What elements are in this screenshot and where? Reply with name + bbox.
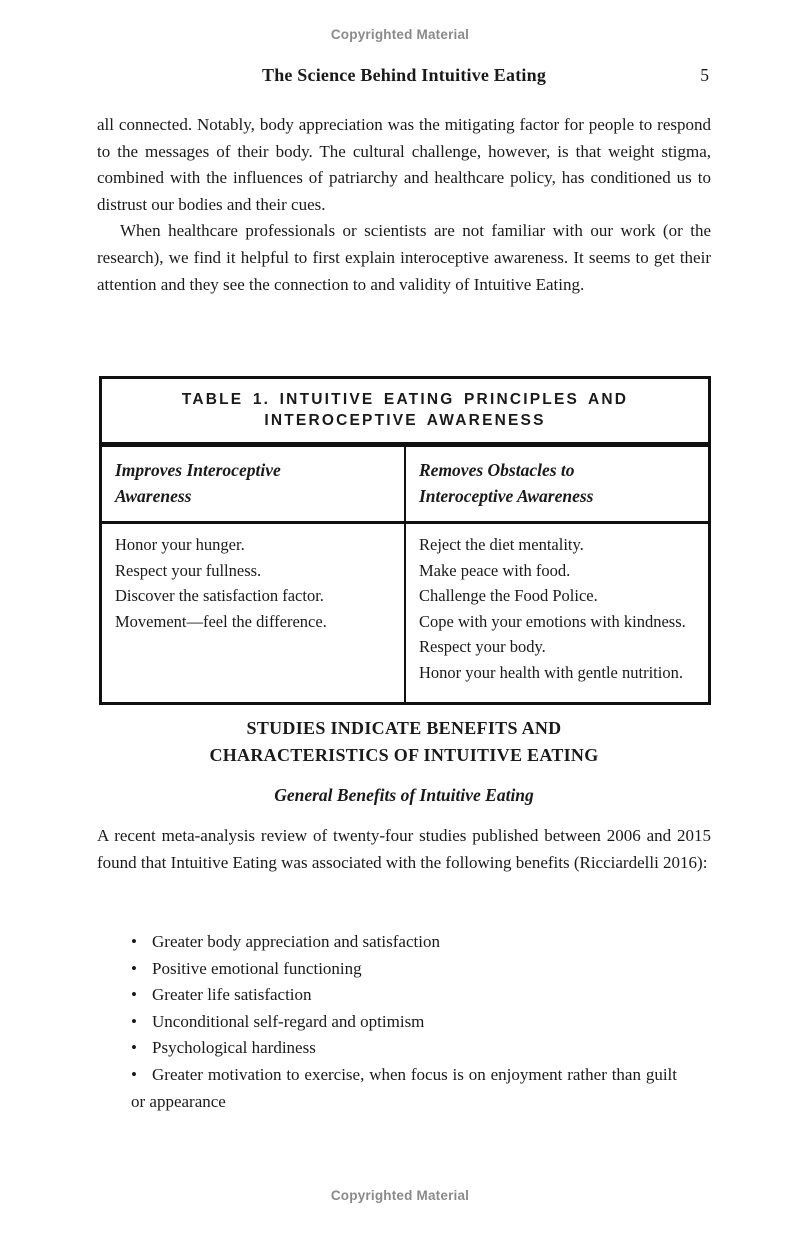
table-item: Make peace with food. [419, 560, 571, 580]
column-header-text: Improves Interoceptive Awareness [115, 460, 281, 506]
bullet-item [131, 1035, 677, 1062]
table-body-cell-removes [406, 524, 708, 702]
table-body-cell-improves [102, 524, 406, 702]
table-item: Discover the satisfaction factor. [115, 586, 324, 605]
bullet-item [131, 929, 677, 956]
table-header-cell-improves [102, 447, 406, 521]
bullet-text: Psychological hardiness [152, 1038, 316, 1058]
table-item: Cope with your emotions with kindness. [419, 611, 686, 631]
table-item: Movement—feel the difference. [115, 611, 327, 631]
section-heading-line2: CHARACTERISTICS OF INTUITIVE EATING [209, 745, 599, 765]
paragraph-3: A recent meta-analysis review of twenty-four studies published between 2006 and 2015 found that Intuitive Eating was associated with the following benefits (Ricciardelli 2016): [97, 826, 711, 872]
running-header-title: The Science Behind Intuitive Eating [261, 65, 547, 85]
table-header-cell-removes [406, 447, 708, 521]
table-title-line2: INTEROCEPTIVE AWARENESS [264, 412, 546, 429]
table-title [102, 379, 708, 447]
running-header [97, 63, 711, 87]
body-text [97, 112, 711, 298]
table-intuitive-eating-principles [99, 376, 711, 705]
body-text-2 [97, 823, 711, 876]
bullet-icon: • [131, 932, 137, 951]
table-item: Challenge the Food Police. [419, 586, 598, 605]
section-heading-line1: STUDIES INDICATE BENEFITS AND [246, 718, 562, 738]
sub-heading: General Benefits of Intuitive Eating [274, 785, 534, 805]
column-header-text: Removes Obstacles to Interoceptive Awareness [419, 460, 594, 506]
bullet-item [131, 1009, 677, 1036]
table-item: Reject the diet mentality. [419, 535, 584, 554]
bullet-icon: • [131, 1064, 137, 1084]
copyright-banner-bottom: Copyrighted Material [330, 1188, 470, 1203]
table-item: Respect your body. [419, 637, 546, 656]
bullet-icon: • [131, 1038, 137, 1058]
bullet-icon: • [131, 985, 137, 1005]
bullet-item [131, 982, 677, 1009]
bullet-item [131, 956, 677, 983]
page-number: 5 [700, 65, 709, 85]
bullet-text: Greater body appreciation and satisfaction [152, 932, 440, 951]
table-header-row [102, 447, 708, 524]
table-title-line1: TABLE 1. INTUITIVE EATING PRINCIPLES AND [181, 391, 629, 408]
copyright-banner-top: Copyrighted Material [330, 27, 470, 42]
bullet-text: Unconditional self-regard and optimism [152, 1011, 425, 1031]
bullet-item [131, 1062, 677, 1115]
table-body-row [102, 524, 708, 702]
benefits-bullet-list [131, 929, 677, 1115]
bullet-icon: • [131, 1011, 137, 1031]
table-item: Honor your hunger. [115, 535, 245, 554]
table-item: Honor your health with gentle nutrition. [419, 662, 683, 682]
bullet-text: Positive emotional functioning [152, 958, 362, 978]
bullet-icon: • [131, 958, 137, 978]
bullet-text: Greater motivation to exercise, when focus is on enjoyment rather than guilt or appearance [131, 1064, 677, 1111]
bullet-text: Greater life satisfaction [152, 985, 312, 1005]
table-item: Respect your fullness. [115, 560, 262, 580]
paragraph-1: all connected. Notably, body appreciation was the mitigating factor for people to respond to the messages of their body. The cultural challenge, however, is that weight stigma, combined with the influences of patriarchy and healthcare policy, has conditioned us to distrust our bodies and their cues. [97, 115, 711, 214]
paragraph-2: When healthcare professionals or scientists are not familiar with our work (or the research), we find it helpful to first explain interoceptive awareness. It seems to get their attention and they see the connection to and validity of Intuitive Eating. [97, 221, 711, 294]
section-heading [97, 715, 711, 769]
